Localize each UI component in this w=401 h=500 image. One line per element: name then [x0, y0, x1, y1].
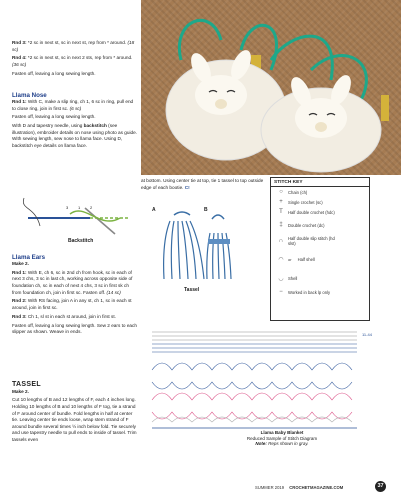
nose-fasten-text: Fasten off, leaving a long sewing length. — [12, 114, 96, 120]
tassel-heading: TASSEL — [12, 381, 41, 388]
backstitch-text-1: With D and tapestry needle, using — [12, 123, 83, 129]
nose-rnd1-count: (6 sc) — [69, 105, 82, 111]
stitch-diagram — [142, 322, 382, 450]
rnd3-label: Rnd 3: — [12, 40, 27, 45]
stitch-key-label: Half shell — [297, 256, 315, 262]
backstitch-word: backstitch — [83, 123, 107, 129]
stitch-key-row — [271, 233, 369, 249]
diagram-note-text: Reps shown in gray. — [268, 441, 309, 446]
diagram-caption-title: Llama Baby Blanket — [260, 430, 304, 435]
llama-booties-image — [141, 0, 401, 175]
svg-text:11-44: 11-44 — [362, 332, 372, 337]
fasten-off-text: Fasten off, leaving a long sewing length. — [12, 70, 96, 76]
ears-rnd3-text: Ch 1, sl st in each st around, join in first st. — [27, 313, 116, 319]
stitch-key — [270, 177, 370, 321]
tassel-section — [12, 382, 138, 446]
tassel-label-a: A — [152, 207, 156, 213]
stitch-key-row — [271, 249, 369, 269]
tassel-instructions: Cut 10 lengths of B and 12 lengths of F, each 4 inches long. Holding 10 lengths of B and 10 lengths of F tog, tie a strand of F around center of bundle. Fold lengths in half at center tie. Leaving center tie ends loose, wrap stem strand of F around bundle several times ½ inch below fold. Tie securely and use tapestry needle to pull ends to inside of tassel. Trim tassels even — [12, 397, 137, 442]
half-double-slip-stitch-icon: ∩ — [278, 238, 284, 244]
stitch-key-label: Shell — [288, 275, 298, 281]
tassel-label-b: B — [204, 207, 208, 213]
chain-icon: ○ — [279, 189, 283, 195]
stitch-key-label: Half double slip stitch (hd slst) — [288, 236, 335, 246]
llama-ears-section — [12, 254, 138, 338]
stitch-key-row — [271, 269, 369, 287]
stitch-key-label: Single crochet (sc) — [288, 199, 323, 205]
backstitch-text-2: (see illustration), embroider details on nose using photo as guide. With sewing length, sew nose to llama face. Using D, backstitch eye details on llama face. — [12, 123, 138, 148]
diagram-caption-subtitle: Reduced Sample of Stitch Diagram — [246, 435, 318, 441]
nose-rnd1-label: Rnd 1: — [12, 99, 27, 104]
back-loop-icon: − — [279, 289, 283, 295]
page-number: 37 — [375, 481, 386, 492]
shell-icon: ◡ — [278, 275, 284, 282]
single-crochet-icon: + — [279, 199, 283, 205]
diagram-note-label: Note: — [255, 441, 267, 446]
rnd4-count: (36 sc) — [12, 61, 27, 67]
or-text: or — [288, 256, 292, 262]
ears-rnd1-count: (14 sc) — [106, 289, 121, 295]
llama-nose-heading: Llama Nose — [12, 92, 47, 99]
footer — [255, 485, 343, 490]
svg-text:3: 3 — [66, 205, 69, 210]
rnd4-text: *2 sc in next st, sc in next 2 sts, rep from * around. — [27, 55, 133, 61]
rnd4-label: Rnd 4: — [12, 55, 27, 61]
svg-text:2: 2 — [90, 205, 93, 210]
stitch-key-row — [271, 187, 369, 197]
ears-rnd1-label: Rnd 1: — [12, 269, 27, 275]
tassel-figure — [150, 203, 268, 298]
nose-rnd1-text: With C, make a slip ring, ch 1, 6 sc in ring, pull end to close ring, join in first sc. — [12, 99, 134, 111]
double-crochet-icon: ‡ — [279, 222, 283, 228]
ears-make-text: Make 2. — [12, 261, 29, 266]
tassel-drawing — [150, 203, 268, 285]
stitch-key-row — [271, 197, 369, 207]
stitch-key-row — [271, 287, 369, 297]
rnd3-text: *2 sc in next st, sc in next st, rep from * around. — [27, 40, 127, 45]
diagram-caption — [222, 430, 342, 447]
middle-text-body: at bottom. Using center tie at top, tie 1 tassel to top outside edge of each bootie. — [141, 178, 264, 190]
footer-site: CROCHETMAGAZINE.COM — [289, 485, 344, 490]
tassel-caption: Tassel — [184, 287, 200, 293]
stitch-key-label: Half double crochet (hdc) — [288, 209, 335, 215]
footer-issue: SUMMER 2019 — [255, 485, 285, 490]
stitch-key-label: Double crochet (dc) — [288, 222, 325, 228]
llama-ears-heading: Llama Ears — [12, 254, 46, 261]
left-column-top — [12, 40, 138, 80]
end-mark: C! — [184, 184, 190, 190]
tassel-make-text: Make 2. — [12, 388, 29, 394]
stitch-key-title: STITCH KEY — [271, 178, 369, 187]
stitch-key-label: Chain (ch) — [288, 189, 308, 195]
half-double-crochet-icon: T — [279, 209, 283, 215]
bootie-photo — [141, 0, 401, 175]
ears-rnd3-label: Rnd 3: — [12, 313, 27, 319]
stitch-key-label: Worked in back lp only — [288, 289, 331, 295]
stitch-key-row — [271, 217, 369, 233]
backstitch-illustration — [10, 196, 138, 248]
stitch-key-row — [271, 207, 369, 217]
half-shell-icon: ◠ — [278, 256, 284, 263]
llama-nose-section — [12, 92, 138, 152]
backstitch-caption: Backstitch — [68, 238, 94, 244]
ears-rnd1-text: With E, ch 6, sc in 2nd ch from hook, sc in each of next 3 chs, 3 sc in last ch, working across opposite side of foundation ch, sc in each of next 4 chs, 3 sc in first sk ch from foundation ch, join in first sc. Fasten off. — [12, 269, 133, 295]
ears-rnd2-text: With RS facing, join A in any st, ch 1, sc in each st around, join in first sc. — [12, 298, 132, 310]
ears-rnd2-label: Rnd 2: — [12, 298, 27, 304]
svg-text:1: 1 — [78, 205, 81, 210]
middle-text — [141, 178, 267, 191]
rnd3-count: (18 sc) — [12, 40, 135, 52]
ears-fasten-text: Fasten off, leaving a long sewing length. Sew 2 ears to each slipper as shown. Weave in ends. — [12, 322, 137, 335]
